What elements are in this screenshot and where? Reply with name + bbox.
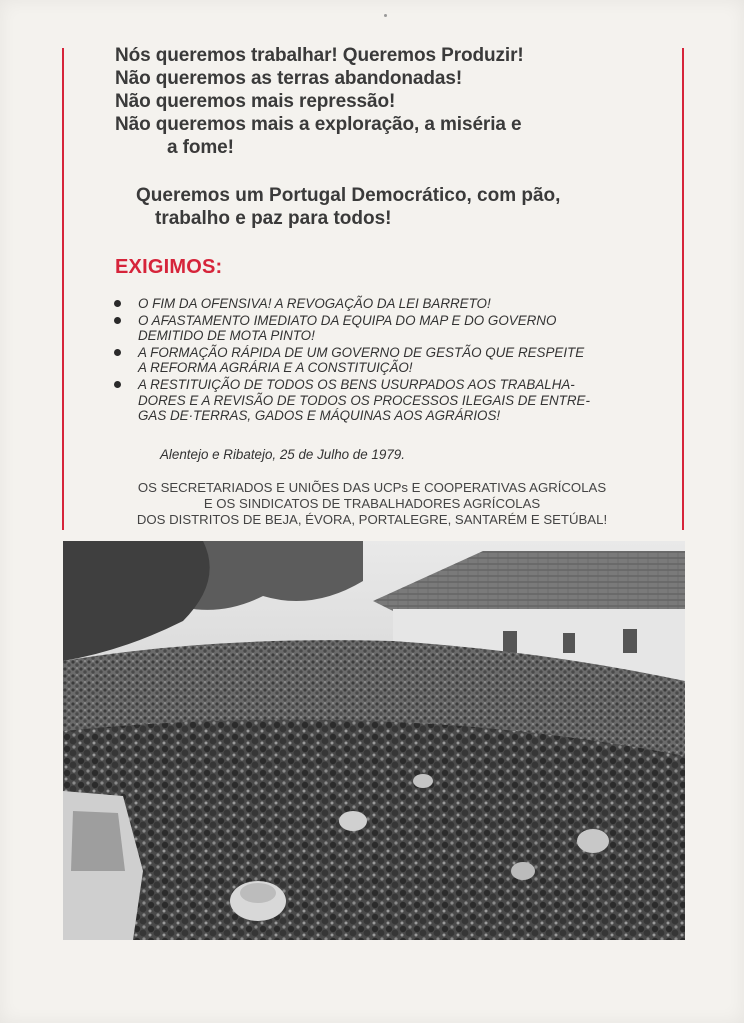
- signatory-line: E OS SINDICATOS DE TRABALHADORES AGRÍCOLAS: [203, 495, 541, 511]
- slogan-line: Não queremos as terras abandonadas!: [115, 68, 463, 89]
- demand-item: [112, 377, 637, 424]
- staple-mark: [384, 14, 387, 17]
- bullet-icon: [114, 300, 121, 307]
- demands-heading: EXIGIMOS:: [115, 256, 223, 278]
- demand-line: DEMITIDO DE MOTA PINTO!: [138, 328, 315, 344]
- signatories-block: [62, 480, 682, 527]
- slogan-line: Não queremos mais a exploração, a miséria e: [115, 114, 522, 135]
- democratic-statement: [136, 184, 656, 230]
- demand-line: O AFASTAMENTO IMEDIATO DA EQUIPA DO MAP E DO GOVERNO: [138, 312, 557, 328]
- signatory-line: DOS DISTRITOS DE BEJA, ÉVORA, PORTALEGRE, SANTARÉM E SETÚBAL!: [136, 511, 608, 527]
- right-red-rule: [682, 48, 684, 530]
- demand-line: A FORMAÇÃO RÁPIDA DE UM GOVERNO DE GESTÃO QUE RESPEITE: [138, 344, 585, 360]
- demand-line: A RESTITUIÇÃO DE TODOS OS BENS USURPADOS AOS TRABALHA-: [138, 376, 575, 392]
- demand-line: GAS DE·TERRAS, GADOS E MÁQUINAS AOS AGRÁRIOS!: [138, 408, 501, 424]
- demand-line: O FIM DA OFENSIVA! A REVOGAÇÃO DA LEI BARRETO!: [138, 296, 491, 311]
- slogan-line: a fome!: [167, 137, 234, 158]
- place-and-date: Alentejo e Ribatejo, 25 de Julho de 1979.: [160, 447, 405, 462]
- slogan-block: [115, 44, 655, 159]
- left-red-rule: [62, 48, 64, 530]
- bullet-icon: [114, 349, 121, 356]
- bullet-icon: [114, 381, 121, 388]
- demand-item: [112, 296, 637, 312]
- demand-item: [112, 345, 637, 376]
- signatory-line: OS SECRETARIADOS E UNIÕES DAS UCPs E COOPERATIVAS AGRÍCOLAS: [137, 480, 607, 495]
- statement-line: trabalho e paz para todos!: [155, 208, 392, 229]
- slogan-line: Nós queremos trabalhar! Queremos Produzir!: [115, 45, 524, 66]
- demand-item: [112, 313, 637, 344]
- demand-line: A REFORMA AGRÁRIA E A CONSTITUIÇÃO!: [138, 360, 413, 376]
- statement-line: Queremos um Portugal Democrático, com pão,: [136, 185, 561, 206]
- crowd-photograph: [63, 541, 685, 940]
- demand-line: DORES E A REVISÃO DE TODOS OS PROCESSOS ILEGAIS DE ENTRE-: [138, 392, 590, 408]
- slogan-line: Não queremos mais repressão!: [115, 91, 396, 112]
- demands-list: [112, 296, 637, 425]
- crowd-photo-illustration: [63, 541, 685, 940]
- bullet-icon: [114, 317, 121, 324]
